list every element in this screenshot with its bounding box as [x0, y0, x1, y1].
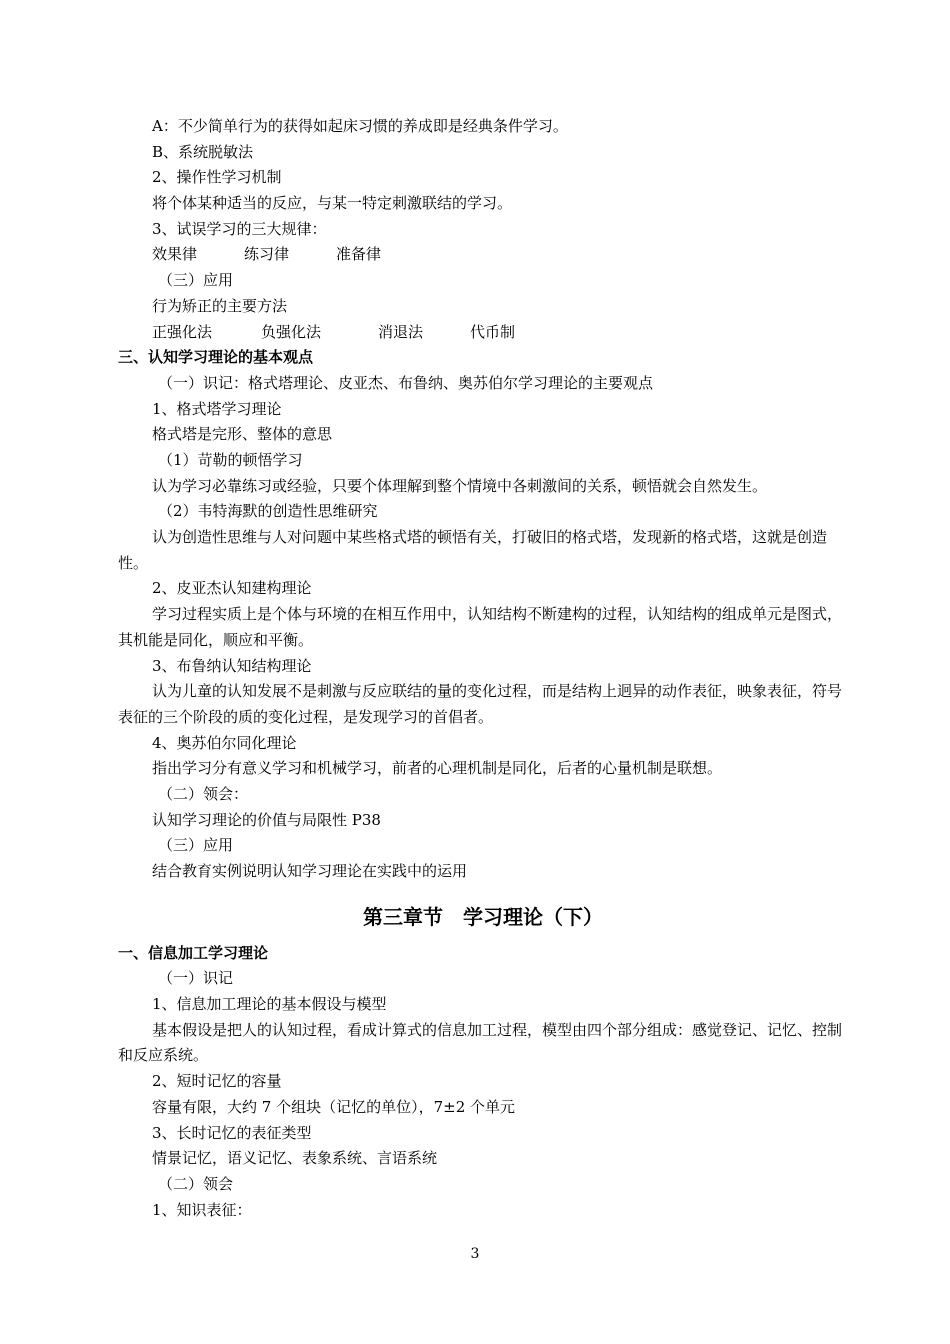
text-line: 2、操作性学习机制 — [152, 168, 282, 187]
paragraph: 认为创造性思维与人对问题中某些格式塔的顿悟有关，打破旧的格式塔，发现新的格式塔，这就是创造性。 — [118, 528, 828, 572]
text-line: 3、试误学习的三大规律： — [152, 219, 327, 238]
text-line: 格式塔是完形、整体的意思 — [152, 425, 333, 444]
text-line: 2、皮亚杰认知建构理论 — [152, 579, 312, 598]
page-content — [118, 114, 848, 1223]
text-line: 4、奥苏伯尔同化理论 — [152, 733, 297, 752]
paragraph: 基本假设是把人的认知过程，看成计算式的信息加工过程，模型由四个部分组成：感觉登记、记忆、控制和反应系统。 — [118, 1020, 843, 1065]
subsection-label: （三）应用 — [158, 836, 234, 855]
method-item: 负强化法 — [261, 322, 322, 341]
section-title: 一、信息加工学习理论 — [118, 943, 269, 962]
page-number: 3 — [470, 1246, 480, 1262]
text-line: 指出学习分有意义学习和机械学习，前者的心理机制是同化，后者的心量机制是联想。 — [152, 759, 723, 778]
paragraph: 认为儿童的认知发展不是刺激与反应联结的量的变化过程，而是结构上迥异的动作表征，映象表征，符号表征的三个阶段的质的变化过程，是发现学习的首倡者。 — [118, 682, 843, 726]
subsection-label: （2）韦特海默的创造性思维研究 — [158, 502, 378, 521]
subsection-label: （三）应用 — [158, 271, 234, 290]
law-item: 效果律 — [152, 245, 198, 264]
text-line: 1、知识表征： — [152, 1200, 252, 1219]
law-item: 准备律 — [336, 245, 382, 264]
method-item: 正强化法 — [152, 322, 213, 341]
text-line: 认为学习必靠练习或经验，只要个体理解到整个情境中各刺激间的关系，顿悟就会自然发生。 — [152, 476, 768, 495]
text-line: 认知学习理论的价值与局限性 P38 — [152, 810, 381, 829]
subsection-label: （一）识记 — [158, 969, 234, 988]
subsection-label: （一）识记：格式塔理论、皮亚杰、布鲁纳、奥苏伯尔学习理论的主要观点 — [158, 373, 654, 392]
text-line: 结合教育实例说明认知学习理论在实践中的运用 — [152, 862, 468, 881]
method-item: 代币制 — [470, 322, 516, 341]
text-line: A：不少简单行为的获得如起床习惯的养成即是经典条件学习。 — [152, 117, 568, 135]
text-line: 将个体某种适当的反应，与某一特定刺激联结的学习。 — [152, 194, 513, 213]
section-title: 三、认知学习理论的基本观点 — [118, 348, 314, 367]
chapter-heading: 第三章节 学习理论（下） — [363, 904, 603, 929]
subsection-label: （二）领会 — [158, 1174, 234, 1193]
text-line: 1、信息加工理论的基本假设与模型 — [152, 995, 387, 1014]
paragraph: 学习过程实质上是个体与环境的在相互作用中，认知结构不断建构的过程，认知结构的组成单元是图式，其机能是同化，顺应和平衡。 — [118, 605, 843, 649]
law-item: 练习律 — [244, 245, 290, 264]
text-line: B、系统脱敏法 — [152, 142, 254, 161]
text-line: 3、长时记忆的表征类型 — [152, 1123, 312, 1142]
method-item: 消退法 — [378, 322, 424, 341]
methods-row — [118, 320, 848, 346]
text-line: 1、格式塔学习理论 — [152, 399, 282, 418]
subsection-label: （1）苛勒的顿悟学习 — [158, 450, 303, 469]
text-line: 行为矫正的主要方法 — [152, 296, 288, 315]
text-line: 2、短时记忆的容量 — [152, 1072, 282, 1091]
subsection-label: （二）领会： — [158, 784, 249, 803]
laws-row — [118, 242, 848, 268]
text-line: 3、布鲁纳认知结构理论 — [152, 656, 312, 675]
text-line: 情景记忆，语义记忆、表象系统、言语系统 — [152, 1149, 438, 1168]
text-line: 容量有限，大约 7 个组块（记忆的单位），7±2 个单元 — [152, 1097, 516, 1116]
